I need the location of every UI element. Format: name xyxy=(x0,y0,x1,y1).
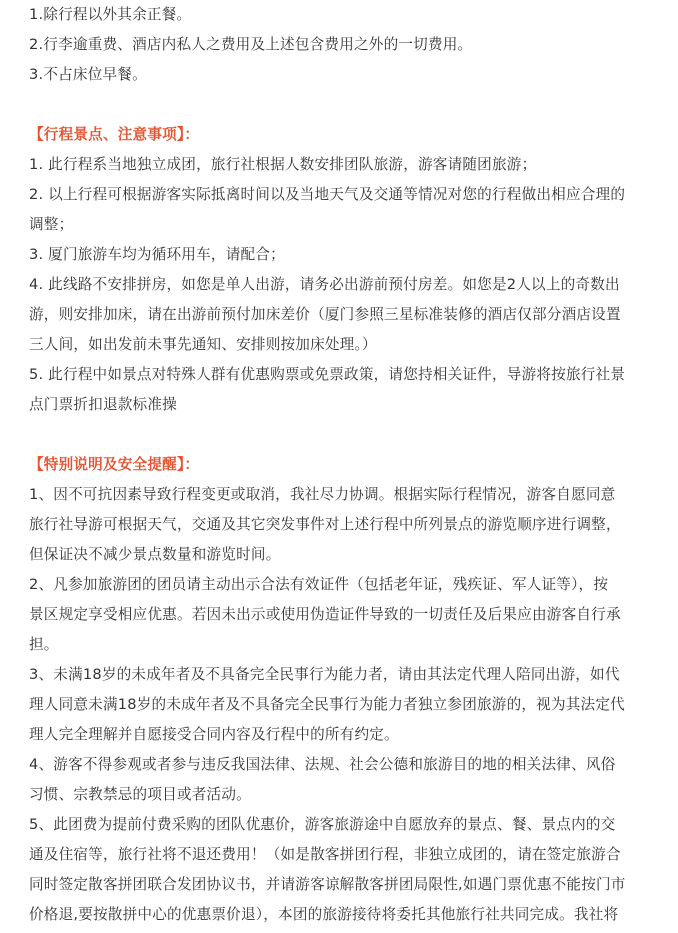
itinerary-line-2: 2. 以上行程可根据游客实际抵离时间以及当地天气及交通等情况对您的行程做出相应合理的 xyxy=(29,186,626,203)
safety-line-13: 通及住宿等，旅行社将不退还费用！（如是散客拼团行程，非独立成团的，请在签定旅游合 xyxy=(29,846,621,863)
itinerary-line-4: 3. 厦门旅游车均为循环用车，请配合； xyxy=(29,246,285,263)
safety-line-5: 景区规定享受相应优惠。若因未出示或使用伪造证件导致的一切责任及后果应由游客自行承 xyxy=(29,606,621,623)
spacer xyxy=(29,420,650,450)
itinerary-line-6: 游，则安排加床，请在出游前预付加床差价（厦门参照三星标准装修的酒店仅部分酒店设置 xyxy=(29,306,621,323)
safety-line-12: 5、此团费为提前付费采购的团队优惠价，游客旅游途中自愿放弃的景点、餐、景点内的交 xyxy=(29,816,616,833)
itinerary-line-1: 1. 此行程系当地独立成团，旅行社根据人数安排团队旅游，游客请随团旅游； xyxy=(29,156,537,173)
safety-line-4: 2、凡参加旅游团的团员请主动出示合法有效证件（包括老年证，残疾证、军人证等），按 xyxy=(29,576,609,593)
exclusion-line-3: 3.不占床位早餐。 xyxy=(29,66,147,83)
itinerary-line-7: 三人间，如出发前未事先通知、安排则按加床处理。） xyxy=(29,336,377,353)
itinerary-line-5: 4. 此线路不安排拼房，如您是单人出游，请务必出游前预付房差。如您是2人以上的奇数出 xyxy=(29,276,620,293)
safety-line-6: 担。 xyxy=(29,636,59,653)
safety-line-11: 习惯、宗教禁忌的项目或者活动。 xyxy=(29,786,251,803)
exclusion-line-1: 1.除行程以外其余正餐。 xyxy=(29,6,192,23)
safety-heading: 【特别说明及安全提醒】： xyxy=(29,456,200,473)
safety-line-8: 理人同意未满18岁的未成年者及不具备完全民事行为能力者独立参团旅游的，视为其法定代 xyxy=(29,696,625,713)
safety-line-7: 3、未满18岁的未成年者及不具备完全民事行为能力者，请由其法定代理人陪同出游，如代 xyxy=(29,666,620,683)
itinerary-line-8: 5. 此行程中如景点对特殊人群有优惠购票或免票政策，请您持相关证件，导游将按旅行社景 xyxy=(29,366,626,383)
exclusion-line-2: 2.行李逾重费、酒店内私人之费用及上述包含费用之外的一切费用。 xyxy=(29,36,473,53)
safety-line-2: 旅行社导游可根据天气，交通及其它突发事件对上述行程中所列景点的游览顺序进行调整， xyxy=(29,516,621,533)
safety-line-9: 理人完全理解并自愿接受合同内容及行程中的所有约定。 xyxy=(29,726,399,743)
safety-line-1: 1、因不可抗因素导致行程变更或取消，我社尽力协调。根据实际行程情况，游客自愿同意 xyxy=(29,486,616,503)
safety-line-10: 4、游客不得参观或者参与违反我国法律、法规、社会公德和旅游目的地的相关法律、风俗 xyxy=(29,756,616,773)
safety-line-14: 同时签定散客拼团联合发团协议书，并请游客谅解散客拼团局限性,如遇门票优惠不能按门市 xyxy=(29,876,626,893)
itinerary-notes-heading: 【行程景点、注意事项】： xyxy=(29,126,200,143)
itinerary-line-3: 调整； xyxy=(29,216,74,233)
safety-line-15: 价格退,要按散拼中心的优惠票价退），本团的旅游接待将委托其他旅行社共同完成。我社将 xyxy=(29,906,619,923)
safety-line-3: 但保证决不减少景点数量和游览时间。 xyxy=(29,546,281,563)
itinerary-line-9: 点门票折扣退款标准操 xyxy=(29,396,177,413)
spacer xyxy=(29,90,650,120)
